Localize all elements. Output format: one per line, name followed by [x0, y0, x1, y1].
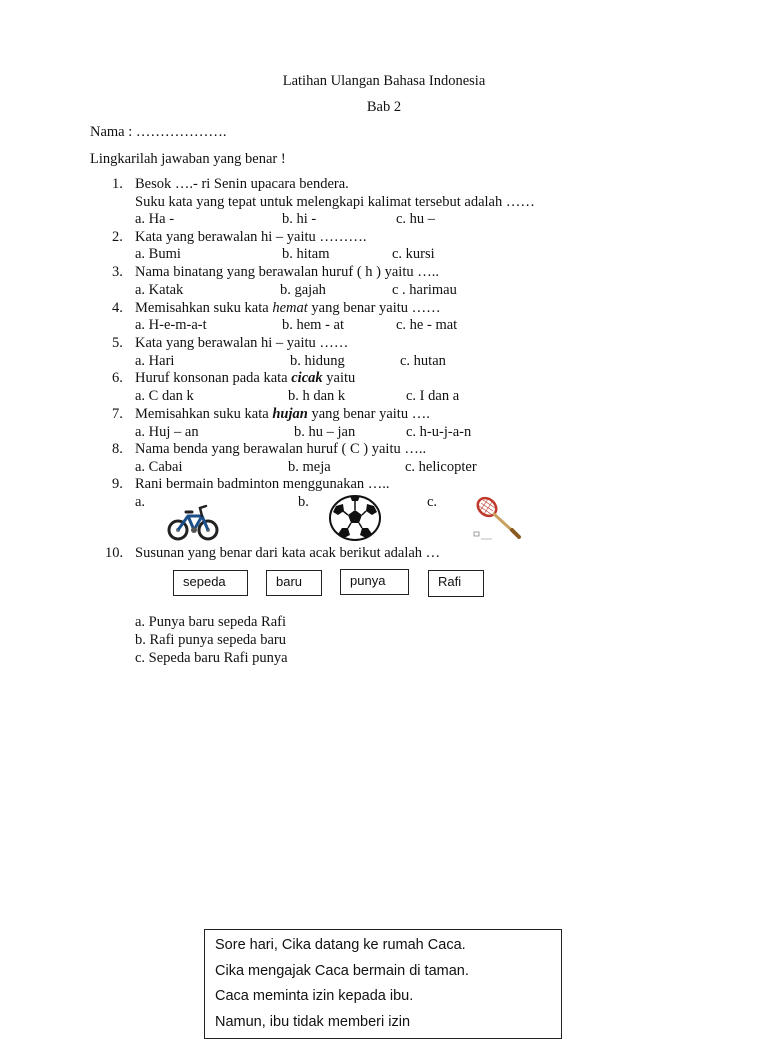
question-number: 9.	[112, 476, 123, 492]
question-text-pre: Huruf konsonan pada kata	[135, 370, 292, 386]
option-a: a. Ha -	[135, 211, 175, 227]
question-text	[135, 406, 430, 423]
question-number: 10.	[105, 545, 124, 561]
question-keyword: cicak	[291, 370, 323, 386]
option-c: c. he - mat	[396, 317, 458, 333]
option-b: b. meja	[288, 459, 331, 475]
instruction: Lingkarilah jawaban yang benar !	[90, 151, 286, 167]
question-text: Nama benda yang berawalan huruf ( C ) yaitu …..	[135, 441, 427, 457]
question-text-2: Suku kata yang tepat untuk melengkapi kalimat tersebut adalah ……	[135, 194, 535, 210]
question-number: 5.	[112, 335, 123, 351]
question-number: 3.	[112, 264, 123, 280]
word-box-punya: punya	[340, 569, 409, 595]
option-c: c. kursi	[392, 246, 435, 262]
option-c: c. I dan a	[406, 388, 460, 404]
option-b: b. hem - at	[282, 317, 345, 333]
question-text: Kata yang berawalan hi – yaitu ……	[135, 335, 349, 351]
question-number: 2.	[112, 229, 123, 245]
option-b: b. hi -	[282, 211, 317, 227]
option-a: a. Hari	[135, 353, 175, 369]
question-text-post: yaitu	[322, 370, 356, 386]
question-text	[135, 370, 355, 387]
question-text: Nama binatang yang berawalan huruf ( h ) yaitu …..	[135, 264, 439, 280]
question-text: Kata yang berawalan hi – yaitu ……….	[135, 229, 367, 245]
story-line-4: Namun, ibu tidak memberi izin	[215, 1013, 411, 1030]
option-a: a. Huj – an	[135, 424, 199, 440]
option-c: c. helicopter	[405, 459, 477, 475]
soccer-ball-icon	[328, 494, 382, 542]
option-a: a. C dan k	[135, 388, 194, 404]
option-a: a. H-e-m-a-t	[135, 317, 207, 333]
word-box-baru: baru	[266, 570, 322, 596]
option-b: b. hitam	[282, 246, 330, 262]
option-c: c. hutan	[400, 353, 446, 369]
option-c: c . harimau	[392, 282, 457, 298]
page-subtitle: Bab 2	[366, 99, 402, 115]
question-text-post: yang benar yaitu ……	[307, 300, 441, 316]
option-a: a. Katak	[135, 282, 184, 298]
question-number: 7.	[112, 406, 123, 422]
option-c: c. hu –	[396, 211, 436, 227]
option-a: a. Punya baru sepeda Rafi	[135, 614, 286, 630]
question-keyword: hemat	[272, 300, 308, 316]
story-line-2: Cika mengajak Caca bermain di taman.	[215, 962, 469, 979]
question-text-pre: Memisahkan suku kata	[135, 406, 273, 422]
option-b: b. hu – jan	[294, 424, 356, 440]
option-b: b. hidung	[290, 353, 345, 369]
bicycle-icon	[166, 500, 220, 542]
option-b: b.	[298, 494, 309, 510]
word-box-sepeda: sepeda	[173, 570, 248, 596]
question-text-pre: Memisahkan suku kata	[135, 300, 273, 316]
question-text: Rani bermain badminton menggunakan …..	[135, 476, 390, 492]
question-text-post: yang benar yaitu ….	[307, 406, 430, 422]
question-text: Besok ….- ri Senin upacara bendera.	[135, 176, 349, 192]
story-line-1: Sore hari, Cika datang ke rumah Caca.	[215, 937, 466, 953]
name-line: Nama : ……………….	[90, 124, 227, 140]
question-number: 4.	[112, 300, 123, 316]
story-line-3: Caca meminta izin kepada ibu.	[215, 988, 414, 1004]
option-c: c.	[427, 494, 438, 510]
question-text: Susunan yang benar dari kata acak berikut adalah …	[135, 545, 441, 561]
option-a: a.	[135, 494, 146, 510]
question-text	[135, 300, 441, 317]
option-b: b. gajah	[280, 282, 326, 298]
page-title: Latihan Ulangan Bahasa Indonesia	[282, 73, 486, 89]
option-b: b. h dan k	[288, 388, 346, 404]
word-box-rafi: Rafi	[428, 570, 484, 597]
question-keyword: hujan	[272, 406, 308, 422]
option-a: a. Cabai	[135, 459, 183, 475]
option-c: c. h-u-j-a-n	[406, 424, 472, 440]
story-box	[204, 929, 562, 1039]
question-number: 6.	[112, 370, 123, 386]
option-b: b. Rafi punya sepeda baru	[135, 632, 286, 648]
question-number: 1.	[112, 176, 123, 192]
option-c: c. Sepeda baru Rafi punya	[135, 650, 288, 666]
badminton-racket-icon	[472, 494, 524, 542]
option-a: a. Bumi	[135, 246, 181, 262]
question-number: 8.	[112, 441, 123, 457]
